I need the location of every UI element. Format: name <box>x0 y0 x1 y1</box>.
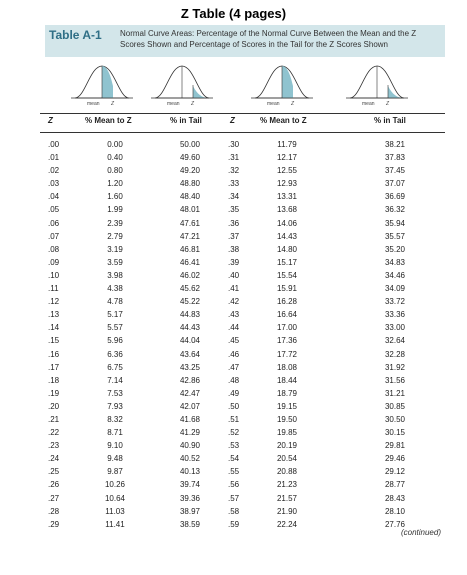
z-cell: .39 <box>228 257 240 267</box>
curve-label-z: Z <box>111 101 115 107</box>
in-tail-cell: 48.01 <box>179 205 201 215</box>
mean-to-z-cell: 12.93 <box>276 179 298 189</box>
table-top-rule <box>40 113 445 114</box>
mean-to-z-cell: 10.26 <box>104 480 126 490</box>
column-header-z-2: Z <box>230 116 235 125</box>
table-row <box>40 389 445 402</box>
z-cell: .19 <box>48 388 60 398</box>
mean-to-z-cell: 17.72 <box>276 349 298 359</box>
curve-tail-left <box>151 66 213 107</box>
z-cell: .46 <box>228 349 240 359</box>
in-tail-cell: 36.69 <box>384 192 406 202</box>
table-row <box>40 192 445 205</box>
mean-to-z-cell: 3.98 <box>107 270 123 280</box>
z-cell: .56 <box>228 480 240 490</box>
table-row <box>40 376 445 389</box>
z-cell: .27 <box>48 493 60 503</box>
in-tail-cell: 38.59 <box>179 519 201 529</box>
mean-to-z-cell: 4.38 <box>107 284 123 294</box>
in-tail-cell: 27.76 <box>384 519 406 529</box>
z-cell: .59 <box>228 519 240 529</box>
table-row <box>40 441 445 454</box>
table-row <box>40 232 445 245</box>
z-cell: .45 <box>228 336 240 346</box>
z-cell: .06 <box>48 218 60 228</box>
mean-to-z-cell: 9.87 <box>107 467 123 477</box>
z-cell: .43 <box>228 310 240 320</box>
in-tail-cell: 29.12 <box>384 467 406 477</box>
table-row <box>40 271 445 284</box>
in-tail-cell: 44.83 <box>179 310 201 320</box>
in-tail-cell: 47.21 <box>179 231 201 241</box>
in-tail-cell: 44.43 <box>179 323 201 333</box>
mean-to-z-cell: 15.54 <box>276 270 298 280</box>
z-cell: .37 <box>228 231 240 241</box>
z-cell: .20 <box>48 401 60 411</box>
in-tail-cell: 31.21 <box>384 388 406 398</box>
table-row <box>40 258 445 271</box>
z-cell: .17 <box>48 362 60 372</box>
table-row <box>40 245 445 258</box>
curve-label-z: Z <box>291 101 295 107</box>
z-cell: .25 <box>48 467 60 477</box>
mean-to-z-cell: 19.85 <box>276 428 298 438</box>
z-cell: .32 <box>228 166 240 176</box>
mean-to-z-cell: 11.03 <box>105 506 125 516</box>
mean-to-z-cell: 1.20 <box>107 179 123 189</box>
z-cell: .12 <box>48 297 60 307</box>
z-cell: .36 <box>228 218 240 228</box>
z-cell: .47 <box>228 362 240 372</box>
mean-to-z-cell: 15.91 <box>276 284 298 294</box>
z-cell: .35 <box>228 205 240 215</box>
in-tail-cell: 40.13 <box>179 467 201 477</box>
z-cell: .53 <box>228 441 240 451</box>
mean-to-z-cell: 18.44 <box>276 375 298 385</box>
in-tail-cell: 46.02 <box>179 270 201 280</box>
z-cell: .41 <box>228 284 240 294</box>
mean-to-z-cell: 20.88 <box>276 467 298 477</box>
z-cell: .03 <box>48 179 60 189</box>
curve-mean-to-z-left <box>71 66 133 107</box>
in-tail-cell: 44.04 <box>179 336 201 346</box>
in-tail-cell: 40.90 <box>179 441 201 451</box>
in-tail-cell: 32.64 <box>384 336 406 346</box>
in-tail-cell: 28.10 <box>384 506 406 516</box>
in-tail-cell: 29.81 <box>384 441 406 451</box>
z-cell: .16 <box>48 349 60 359</box>
z-cell: .09 <box>48 257 60 267</box>
in-tail-cell: 37.83 <box>384 153 406 163</box>
in-tail-cell: 43.64 <box>179 349 201 359</box>
mean-to-z-cell: 2.79 <box>107 231 123 241</box>
z-cell: .34 <box>228 192 240 202</box>
z-cell: .49 <box>228 388 240 398</box>
z-table-body <box>40 140 445 533</box>
in-tail-cell: 43.25 <box>179 362 201 372</box>
z-cell: .18 <box>48 375 60 385</box>
table-row <box>40 166 445 179</box>
z-cell: .00 <box>48 140 60 149</box>
table-row <box>40 336 445 349</box>
z-cell: .40 <box>228 270 240 280</box>
z-cell: .29 <box>48 519 60 529</box>
mean-to-z-cell: 21.57 <box>276 493 298 503</box>
mean-to-z-cell: 8.71 <box>107 428 123 438</box>
mean-to-z-cell: 5.96 <box>107 336 123 346</box>
mean-to-z-cell: 6.75 <box>107 362 123 372</box>
in-tail-cell: 40.52 <box>179 454 201 464</box>
mean-to-z-cell: 10.64 <box>104 493 126 503</box>
table-row <box>40 415 445 428</box>
z-cell: .55 <box>228 467 240 477</box>
mean-to-z-cell: 1.60 <box>107 192 123 202</box>
in-tail-cell: 29.46 <box>384 454 406 464</box>
column-header-mean-to-z: % Mean to Z <box>85 116 132 125</box>
mean-to-z-cell: 5.17 <box>107 310 123 320</box>
in-tail-cell: 28.43 <box>384 493 406 503</box>
curve-label-mean: mean <box>267 101 280 107</box>
in-tail-cell: 38.21 <box>384 140 406 149</box>
in-tail-cell: 37.45 <box>384 166 406 176</box>
mean-to-z-cell: 13.31 <box>276 192 298 202</box>
page-title: Z Table (4 pages) <box>180 6 287 21</box>
z-cell: .11 <box>48 284 59 294</box>
in-tail-cell: 35.94 <box>384 218 406 228</box>
mean-to-z-cell: 18.08 <box>276 362 298 372</box>
z-cell: .30 <box>228 140 240 149</box>
in-tail-cell: 46.81 <box>179 244 201 254</box>
in-tail-cell: 33.00 <box>384 323 406 333</box>
table-row <box>40 350 445 363</box>
z-cell: .48 <box>228 375 240 385</box>
z-cell: .54 <box>228 454 240 464</box>
column-header-mean-to-z-2: % Mean to Z <box>260 116 307 125</box>
mean-to-z-cell: 11.79 <box>277 140 297 149</box>
in-tail-cell: 35.20 <box>384 244 406 254</box>
header-bottom-rule <box>40 132 445 133</box>
in-tail-cell: 31.56 <box>384 375 406 385</box>
mean-to-z-cell: 13.68 <box>276 205 298 215</box>
column-header-in-tail-2: % in Tail <box>374 116 406 125</box>
in-tail-cell: 45.22 <box>179 297 201 307</box>
in-tail-cell: 42.47 <box>179 388 201 398</box>
mean-to-z-cell: 11.41 <box>105 519 125 529</box>
mean-to-z-cell: 21.90 <box>276 506 298 516</box>
mean-to-z-cell: 14.80 <box>276 244 298 254</box>
table-row <box>40 323 445 336</box>
in-tail-cell: 33.36 <box>384 310 406 320</box>
z-cell: .21 <box>48 414 60 424</box>
z-cell: .28 <box>48 506 60 516</box>
in-tail-cell: 33.72 <box>384 297 406 307</box>
z-cell: .05 <box>48 205 60 215</box>
table-row <box>40 480 445 493</box>
table-row <box>40 520 445 533</box>
mean-to-z-cell: 3.19 <box>107 244 123 254</box>
column-header-z: Z <box>48 116 53 125</box>
curve-mean-to-z-right <box>251 66 313 107</box>
normal-curve-diagrams <box>45 58 445 108</box>
mean-to-z-cell: 20.54 <box>276 454 298 464</box>
z-cell: .58 <box>228 506 240 516</box>
in-tail-cell: 41.29 <box>179 428 201 438</box>
table-row <box>40 507 445 520</box>
mean-to-z-cell: 7.53 <box>107 388 123 398</box>
mean-to-z-cell: 19.15 <box>276 401 298 411</box>
in-tail-cell: 35.57 <box>384 231 406 241</box>
table-row <box>40 494 445 507</box>
z-cell: .51 <box>228 414 240 424</box>
table-caption: Normal Curve Areas: Percentage of the Normal Curve Between the Mean and the Z Scores Shown and Percentage of Scores in the Tail for the Z Scores Shown <box>120 29 417 49</box>
z-cell: .04 <box>48 192 60 202</box>
in-tail-cell: 39.74 <box>179 480 201 490</box>
curve-label-mean: mean <box>167 101 180 107</box>
mean-to-z-cell: 7.93 <box>107 401 123 411</box>
z-cell: .02 <box>48 166 60 176</box>
curve-label-mean: mean <box>362 101 375 107</box>
in-tail-cell: 48.40 <box>179 192 201 202</box>
mean-to-z-cell: 8.32 <box>107 414 123 424</box>
mean-to-z-cell: 6.36 <box>107 349 123 359</box>
continued-note: (continued) <box>400 528 441 537</box>
in-tail-cell: 32.28 <box>384 349 406 359</box>
mean-to-z-cell: 12.55 <box>276 166 298 176</box>
mean-to-z-cell: 5.57 <box>107 323 123 333</box>
in-tail-cell: 41.68 <box>179 414 201 424</box>
z-cell: .57 <box>228 493 240 503</box>
z-cell: .08 <box>48 244 60 254</box>
mean-to-z-cell: 17.00 <box>276 323 298 333</box>
mean-to-z-cell: 20.19 <box>276 441 298 451</box>
curve-tail-right <box>346 66 408 107</box>
z-cell: .15 <box>48 336 60 346</box>
in-tail-cell: 46.41 <box>179 257 201 267</box>
in-tail-cell: 47.61 <box>179 218 201 228</box>
table-row <box>40 219 445 232</box>
mean-to-z-cell: 14.06 <box>276 218 298 228</box>
in-tail-cell: 42.07 <box>179 401 201 411</box>
z-cell: .31 <box>228 153 240 163</box>
table-row <box>40 140 445 153</box>
mean-to-z-cell: 9.48 <box>107 454 123 464</box>
in-tail-cell: 42.86 <box>179 375 201 385</box>
mean-to-z-cell: 4.78 <box>107 297 123 307</box>
mean-to-z-cell: 15.17 <box>276 257 298 267</box>
curve-label-z: Z <box>386 101 390 107</box>
mean-to-z-cell: 14.43 <box>276 231 298 241</box>
z-cell: .50 <box>228 401 240 411</box>
mean-to-z-cell: 0.40 <box>107 153 123 163</box>
mean-to-z-cell: 0.00 <box>107 140 123 149</box>
z-cell: .52 <box>228 428 240 438</box>
in-tail-cell: 30.50 <box>384 414 406 424</box>
z-cell: .14 <box>48 323 60 333</box>
z-cell: .13 <box>48 310 60 320</box>
in-tail-cell: 39.36 <box>179 493 201 503</box>
table-row <box>40 454 445 467</box>
mean-to-z-cell: 7.14 <box>107 375 123 385</box>
column-header-in-tail: % in Tail <box>170 116 202 125</box>
table-row <box>40 284 445 297</box>
mean-to-z-cell: 19.50 <box>276 414 298 424</box>
curve-label-mean: mean <box>87 101 100 107</box>
mean-to-z-cell: 16.64 <box>276 310 298 320</box>
z-cell: .44 <box>228 323 240 333</box>
z-cell: .22 <box>48 428 60 438</box>
in-tail-cell: 34.09 <box>384 284 406 294</box>
mean-to-z-cell: 21.23 <box>276 480 298 490</box>
in-tail-cell: 49.20 <box>179 166 201 176</box>
table-row <box>40 153 445 166</box>
mean-to-z-cell: 3.59 <box>107 257 123 267</box>
in-tail-cell: 49.60 <box>179 153 201 163</box>
table-row <box>40 402 445 415</box>
mean-to-z-cell: 22.24 <box>276 519 298 529</box>
mean-to-z-cell: 17.36 <box>276 336 298 346</box>
table-row <box>40 310 445 323</box>
mean-to-z-cell: 16.28 <box>276 297 298 307</box>
mean-to-z-cell: 12.17 <box>276 153 298 163</box>
in-tail-cell: 48.80 <box>179 179 201 189</box>
in-tail-cell: 36.32 <box>384 205 406 215</box>
mean-to-z-cell: 1.99 <box>107 205 123 215</box>
z-cell: .10 <box>48 270 60 280</box>
z-cell: .42 <box>228 297 240 307</box>
table-label: Table A-1 <box>49 28 102 42</box>
mean-to-z-cell: 9.10 <box>107 441 123 451</box>
column-header-row <box>40 116 440 128</box>
z-cell: .26 <box>48 480 60 490</box>
z-cell: .07 <box>48 231 60 241</box>
in-tail-cell: 30.85 <box>384 401 406 411</box>
in-tail-cell: 31.92 <box>384 362 406 372</box>
in-tail-cell: 50.00 <box>179 140 201 149</box>
in-tail-cell: 45.62 <box>179 284 201 294</box>
table-row <box>40 363 445 376</box>
z-cell: .38 <box>228 244 240 254</box>
in-tail-cell: 28.77 <box>384 480 406 490</box>
table-row <box>40 467 445 480</box>
table-row <box>40 179 445 192</box>
in-tail-cell: 38.97 <box>179 506 201 516</box>
in-tail-cell: 30.15 <box>384 428 406 438</box>
table-row <box>40 205 445 218</box>
in-tail-cell: 34.46 <box>384 270 406 280</box>
mean-to-z-cell: 2.39 <box>107 218 123 228</box>
table-header-band <box>45 25 445 57</box>
curve-label-z: Z <box>191 101 195 107</box>
mean-to-z-cell: 18.79 <box>276 388 298 398</box>
z-cell: .01 <box>48 153 60 163</box>
table-row <box>40 297 445 310</box>
in-tail-cell: 34.83 <box>384 257 406 267</box>
z-cell: .24 <box>48 454 60 464</box>
in-tail-cell: 37.07 <box>384 179 406 189</box>
z-cell: .23 <box>48 441 60 451</box>
z-cell: .33 <box>228 179 240 189</box>
mean-to-z-cell: 0.80 <box>107 166 123 176</box>
table-row <box>40 428 445 441</box>
